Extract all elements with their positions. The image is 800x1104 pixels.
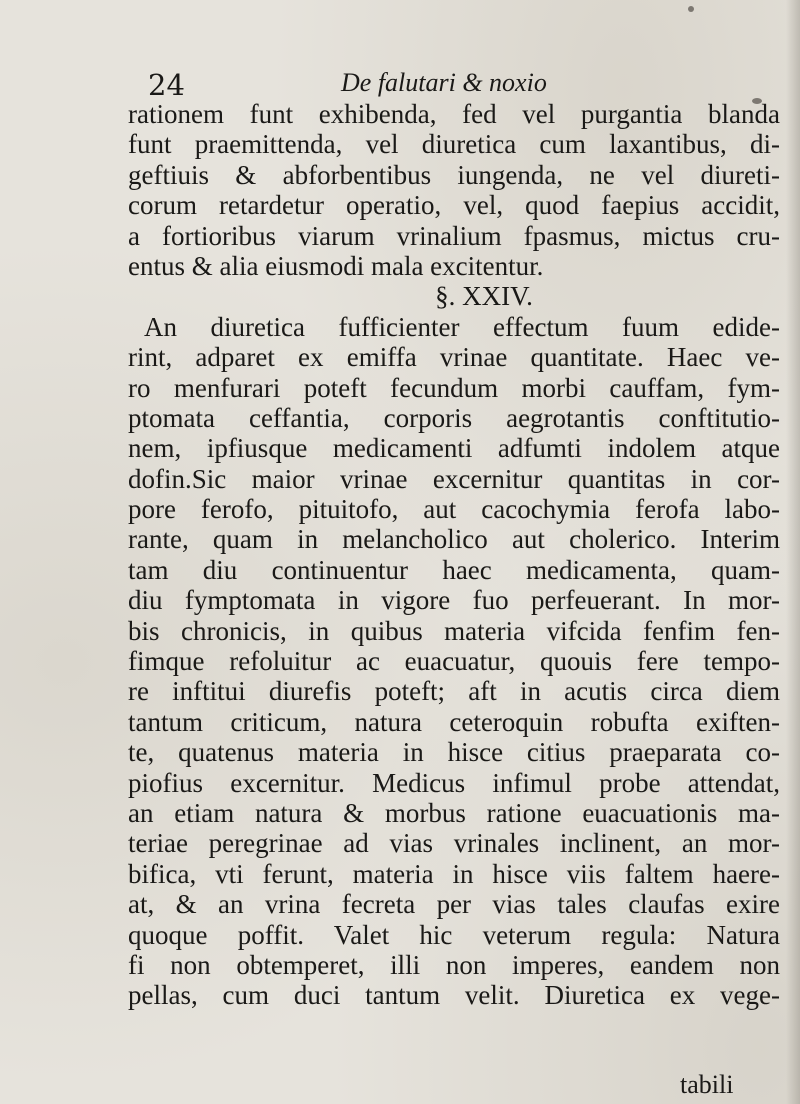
text-line: An diuretica fufficienter effectum fuum edide- bbox=[144, 311, 780, 342]
page-edge-shadow bbox=[786, 0, 800, 1104]
text-line: corum retardetur operatio, vel, quod faepius accidit, bbox=[128, 190, 780, 221]
text-line: ptomata ceffantia, corporis aegrotantis conftitutio- bbox=[128, 402, 780, 433]
text-line: rationem funt exhibenda, fed vel purgantia blanda bbox=[128, 99, 780, 129]
running-head: De falutari & noxio bbox=[341, 68, 547, 97]
page-number: 24 bbox=[148, 68, 185, 102]
text-line: rante, quam in melancholico aut cholerico. Interim bbox=[128, 524, 780, 555]
text-line: pellas, cum duci tantum velit. Diuretica ex vege- bbox=[128, 980, 780, 1011]
text-line: te, quatenus materia in hisce citius praeparata co- bbox=[128, 737, 780, 768]
text-line: fimque refoluitur ac euacuatur, quouis fere tempo- bbox=[128, 646, 780, 677]
text-line: tam diu continuentur haec medicamenta, quam- bbox=[128, 554, 780, 585]
body-text bbox=[128, 99, 780, 1011]
text-line: geftiuis & abforbentibus iungenda, ne vel diureti- bbox=[128, 159, 780, 190]
text-line: an etiam natura & morbus ratione euacuationis ma- bbox=[128, 797, 780, 828]
ink-spot bbox=[688, 6, 694, 12]
text-line: re inftitui diurefis poteft; aft in acutis circa diem bbox=[128, 676, 780, 707]
text-line: bis chronicis, in quibus materia vifcida fenfim fen- bbox=[128, 615, 780, 646]
catchword: tabili bbox=[680, 1070, 734, 1099]
text-line: rint, adparet ex emiffa vrinae quantitate. Haec ve- bbox=[128, 342, 780, 373]
text-line: at, & an vrina fecreta per vias tales claufas exire bbox=[128, 889, 780, 920]
text-line: pore ferofo, pituitofo, aut cacochymia ferofa labo- bbox=[128, 494, 780, 525]
text-line: piofius excernitur. Medicus infimul probe attendat, bbox=[128, 767, 780, 798]
text-line: tantum criticum, natura ceteroquin robufta exiften- bbox=[128, 706, 780, 737]
section-heading: §. XXIV. bbox=[435, 281, 533, 312]
text-line: nem, ipfiusque medicamenti adfumti indolem atque bbox=[128, 433, 780, 464]
text-line: quoque poffit. Valet hic veterum regula: Natura bbox=[128, 919, 780, 950]
text-line: ro menfurari poteft fecundum morbi cauffam, fym- bbox=[128, 372, 780, 403]
text-line: fi non obtemperet, illi non imperes, eandem non bbox=[128, 949, 780, 980]
text-line: dofin.Sic maior vrinae excernitur quantitas in cor- bbox=[128, 463, 780, 494]
text-line: teriae peregrinae ad vias vrinales inclinent, an mor- bbox=[128, 828, 780, 859]
text-line: bifica, vti ferunt, materia in hisce viis faltem haere- bbox=[128, 858, 780, 889]
text-line: diu fymptomata in vigore fuo perfeuerant. In mor- bbox=[128, 585, 780, 616]
text-line: entus & alia eiusmodi mala excitentur. bbox=[128, 250, 544, 281]
text-line: a fortioribus viarum vrinalium fpasmus, mictus cru- bbox=[128, 220, 780, 251]
text-line: funt praemittenda, vel diuretica cum laxantibus, di- bbox=[128, 129, 780, 160]
